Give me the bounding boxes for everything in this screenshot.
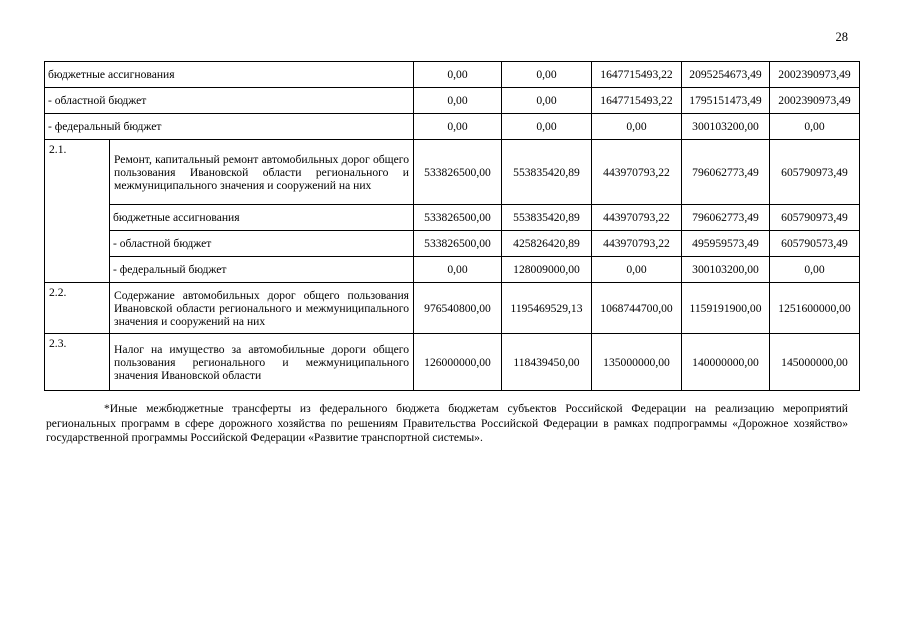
value-cell: 300103200,00 [682, 257, 770, 283]
value-cell: 0,00 [414, 62, 502, 88]
page-number: 28 [835, 30, 848, 44]
value-cell: 0,00 [770, 257, 860, 283]
item-description: Налог на имущество за автомобильные дороги общего пользования регионального и межмуниципального значения Ивановской области [110, 334, 414, 391]
value-cell: 443970793,22 [592, 140, 682, 205]
value-cell: 1159191900,00 [682, 283, 770, 334]
value-cell: 1795151473,49 [682, 88, 770, 114]
item-code: 2.3. [45, 334, 110, 391]
value-cell: 796062773,49 [682, 140, 770, 205]
item-code: 2.2. [45, 283, 110, 334]
item-code: 2.1. [45, 140, 110, 283]
table-row [45, 334, 860, 391]
value-cell: 0,00 [592, 114, 682, 140]
value-cell: 533826500,00 [414, 140, 502, 205]
table-row [45, 62, 860, 88]
value-cell: 0,00 [502, 114, 592, 140]
value-cell: 1647715493,22 [592, 62, 682, 88]
value-cell: 495959573,49 [682, 231, 770, 257]
value-cell: 2095254673,49 [682, 62, 770, 88]
value-cell: 533826500,00 [414, 231, 502, 257]
item-description: Содержание автомобильных дорог общего пользования Ивановской области регионального и межмуниципального значения и сооружений на них [110, 283, 414, 334]
value-cell: 1251600000,00 [770, 283, 860, 334]
value-cell: 145000000,00 [770, 334, 860, 391]
value-cell: 553835420,89 [502, 205, 592, 231]
table-row [45, 114, 860, 140]
value-cell: 425826420,89 [502, 231, 592, 257]
value-cell: 0,00 [770, 114, 860, 140]
item-description: Ремонт, капитальный ремонт автомобильных дорог общего пользования Ивановской области регионального и межмуниципального значения и сооружений на них [110, 140, 414, 205]
value-cell: 0,00 [502, 62, 592, 88]
value-cell: 2002390973,49 [770, 88, 860, 114]
table-row [45, 231, 860, 257]
value-cell: 605790573,49 [770, 231, 860, 257]
value-cell: 443970793,22 [592, 205, 682, 231]
value-cell: 1195469529,13 [502, 283, 592, 334]
row-label: - областной бюджет [45, 88, 414, 114]
row-label: - федеральный бюджет [45, 114, 414, 140]
value-cell: 118439450,00 [502, 334, 592, 391]
value-cell: 128009000,00 [502, 257, 592, 283]
value-cell: 2002390973,49 [770, 62, 860, 88]
table-row [45, 88, 860, 114]
value-cell: 140000000,00 [682, 334, 770, 391]
value-cell: 1068744700,00 [592, 283, 682, 334]
value-cell: 126000000,00 [414, 334, 502, 391]
row-label: - федеральный бюджет [110, 257, 414, 283]
value-cell: 796062773,49 [682, 205, 770, 231]
table-row [45, 283, 860, 334]
value-cell: 1647715493,22 [592, 88, 682, 114]
value-cell: 135000000,00 [592, 334, 682, 391]
value-cell: 0,00 [592, 257, 682, 283]
value-cell: 605790973,49 [770, 140, 860, 205]
value-cell: 553835420,89 [502, 140, 592, 205]
value-cell: 0,00 [414, 88, 502, 114]
value-cell: 0,00 [502, 88, 592, 114]
row-label: - областной бюджет [110, 231, 414, 257]
value-cell: 605790973,49 [770, 205, 860, 231]
value-cell: 976540800,00 [414, 283, 502, 334]
row-label: бюджетные ассигнования [110, 205, 414, 231]
value-cell: 533826500,00 [414, 205, 502, 231]
value-cell: 443970793,22 [592, 231, 682, 257]
value-cell: 300103200,00 [682, 114, 770, 140]
value-cell: 0,00 [414, 114, 502, 140]
table-row [45, 205, 860, 231]
table-row [45, 257, 860, 283]
budget-table [44, 61, 860, 391]
value-cell: 0,00 [414, 257, 502, 283]
footnote: *Иные межбюджетные трансферты из федерального бюджета бюджетам субъектов Российской Федерации на реализацию мероприятий региональных программ в сфере дорожного хозяйства по решениям Правительства Российской Федерации в рамках подпрограммы «Дорожное хозяйство» государственной программы Российской Федерации «Развитие транспортной системы». [46, 402, 848, 444]
table-row [45, 140, 860, 205]
row-label: бюджетные ассигнования [45, 62, 414, 88]
